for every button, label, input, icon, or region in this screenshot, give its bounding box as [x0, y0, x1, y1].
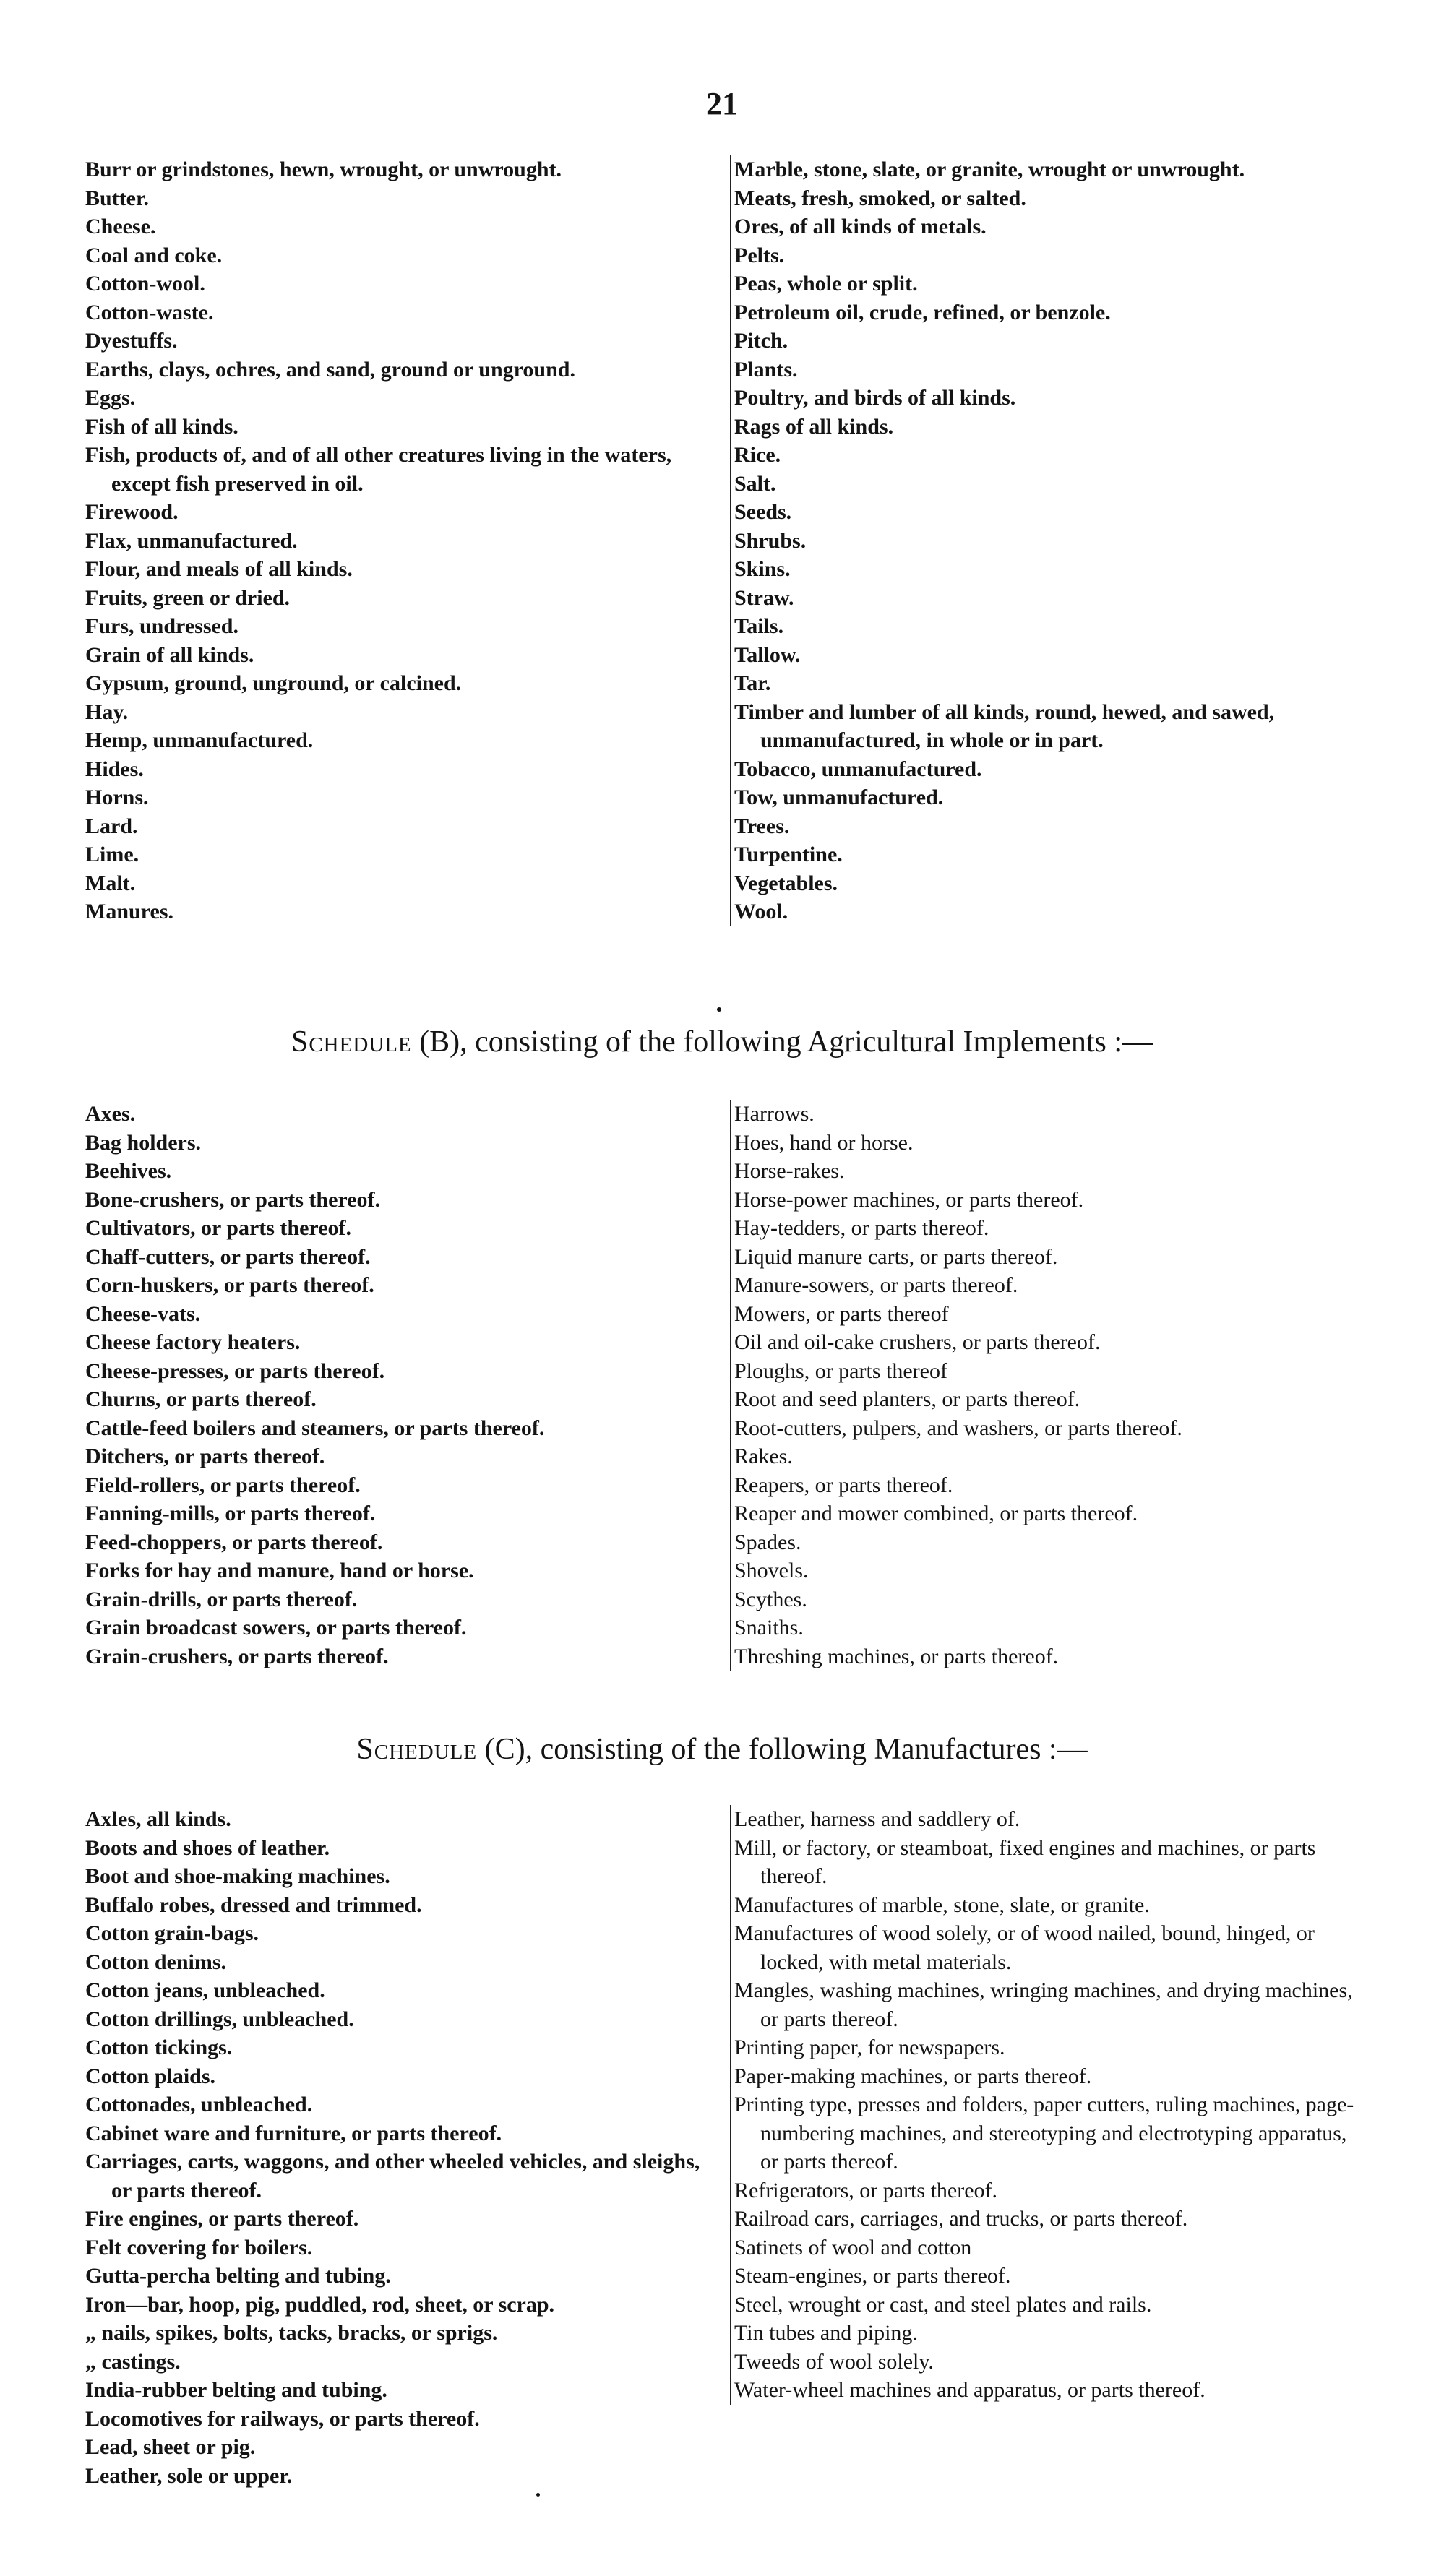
- list-item: Rice.: [734, 443, 781, 467]
- list-item: Root and seed planters, or parts thereof.: [734, 1387, 1080, 1411]
- list-item: Hides.: [85, 757, 144, 781]
- list-item: Straw.: [734, 585, 794, 610]
- schedule-a-right-column: [730, 155, 1363, 926]
- schedule-b-heading-text: (B), consisting of the following Agricultural Implements :—: [411, 1025, 1153, 1059]
- list-item: Lead, sheet or pig.: [85, 2435, 256, 2459]
- list-item: Leather, harness and saddlery of.: [734, 1807, 1020, 1831]
- list-item: Harrows.: [734, 1102, 815, 1126]
- list-item: Rags of all kinds.: [734, 414, 894, 439]
- list-item: Tweeds of wool solely.: [734, 2349, 934, 2374]
- list-item: Cultivators, or parts thereof.: [85, 1216, 351, 1240]
- list-item: Cottonades, unbleached.: [85, 2093, 313, 2116]
- list-item: Axes.: [85, 1102, 136, 1126]
- list-item: Mangles, washing machines, wringing machines, and drying machines, or parts thereof.: [734, 1978, 1353, 2031]
- list-item: Hay.: [85, 699, 129, 724]
- list-item: Grain-drills, or parts thereof.: [85, 1587, 358, 1611]
- schedule-c-right-column: [730, 1805, 1363, 2405]
- list-item: Fanning-mills, or parts thereof.: [85, 1502, 376, 1525]
- list-item: Steel, wrought or cast, and steel plates and rails.: [734, 2292, 1152, 2317]
- list-item: Ditchers, or parts thereof.: [85, 1444, 325, 1468]
- list-item: Locomotives for railways, or parts thereof.: [85, 2406, 480, 2431]
- list-item: Feed-choppers, or parts thereof.: [85, 1530, 383, 1554]
- list-item: Cotton tickings.: [85, 2036, 233, 2059]
- section-divider-dot: [717, 1007, 721, 1012]
- list-item: India-rubber belting and tubing.: [85, 2378, 387, 2402]
- list-item: Satinets of wool and cotton: [734, 2235, 972, 2260]
- list-item: Fish of all kinds.: [85, 414, 238, 439]
- list-item: Coal and coke.: [85, 243, 223, 267]
- list-item: Tails.: [734, 614, 784, 638]
- schedule-c-heading-text: (C), consisting of the following Manufactures :—: [477, 1733, 1088, 1766]
- list-item: Cotton-wool.: [85, 272, 205, 296]
- list-item: Buffalo robes, dressed and trimmed.: [85, 1892, 422, 1917]
- list-item: Cheese factory heaters.: [85, 1330, 301, 1354]
- list-item: Tallow.: [734, 642, 801, 667]
- list-item: Skins.: [734, 557, 791, 581]
- list-item: Forks for hay and manure, hand or horse.: [85, 1559, 474, 1582]
- list-item: Tow, unmanufactured.: [734, 785, 944, 809]
- list-item: „ nails, spikes, bolts, tacks, bracks, or sprigs.: [85, 2321, 498, 2345]
- schedule-a-left-column: [85, 155, 707, 926]
- list-item: Burr or grindstones, hewn, wrought, or unwrought.: [85, 158, 562, 181]
- list-item: Refrigerators, or parts thereof.: [734, 2178, 998, 2202]
- schedule-b-heading: [0, 1025, 1444, 1059]
- list-item: Liquid manure carts, or parts thereof.: [734, 1244, 1058, 1269]
- list-item: Pelts.: [734, 243, 785, 267]
- list-item: Field-rollers, or parts thereof.: [85, 1473, 361, 1497]
- list-item: Cotton denims.: [85, 1950, 227, 1974]
- list-item: Cotton grain-bags.: [85, 1921, 259, 1945]
- list-item: Railroad cars, carriages, and trucks, or parts thereof.: [734, 2207, 1188, 2231]
- list-item: Salt.: [734, 471, 776, 496]
- schedule-c-heading: [0, 1732, 1444, 1767]
- list-item: Poultry, and birds of all kinds.: [734, 386, 1016, 410]
- list-item: Cotton plaids.: [85, 2064, 216, 2088]
- list-item: Mowers, or parts thereof: [734, 1301, 949, 1326]
- list-item: Butter.: [85, 186, 150, 210]
- list-item: Bag holders.: [85, 1130, 202, 1155]
- page-number: 21: [706, 86, 738, 121]
- list-item: Horse-power machines, or parts thereof.: [734, 1187, 1084, 1212]
- list-item: Corn-huskers, or parts thereof.: [85, 1273, 374, 1297]
- list-item: Grain of all kinds.: [85, 642, 254, 667]
- list-item: Root-cutters, pulpers, and washers, or parts thereof.: [734, 1416, 1182, 1440]
- list-item: Boots and shoes of leather.: [85, 1835, 330, 1860]
- list-item: Steam-engines, or parts thereof.: [734, 2264, 1011, 2288]
- list-item: Pitch.: [734, 329, 788, 353]
- list-item: Peas, whole or split.: [734, 272, 918, 296]
- list-item: Cheese.: [85, 215, 156, 238]
- list-item: Turpentine.: [734, 843, 843, 866]
- list-item: Reaper and mower combined, or parts thereof.: [734, 1502, 1138, 1525]
- list-item: Trees.: [734, 814, 790, 838]
- list-item: Furs, undressed.: [85, 614, 238, 638]
- list-item: Wool.: [734, 900, 788, 923]
- list-item: Printing paper, for newspapers.: [734, 2036, 1005, 2059]
- list-item: Dyestuffs.: [85, 329, 178, 353]
- list-item: Cabinet ware and furniture, or parts thereof.: [85, 2121, 502, 2145]
- list-item: Cotton drillings, unbleached.: [85, 2007, 354, 2031]
- list-item: Printing type, presses and folders, paper cutters, ruling machines, page-numbering machines, and stereotyping and electrotyping apparatus, or parts thereof.: [734, 2093, 1354, 2174]
- list-item: Tobacco, unmanufactured.: [734, 757, 982, 781]
- list-item: Manufactures of wood solely, or of wood nailed, bound, hinged, or locked, with metal materials.: [734, 1921, 1315, 1974]
- list-item: Shovels.: [734, 1559, 809, 1582]
- list-item: Leather, sole or upper.: [85, 2463, 293, 2488]
- list-item: Horse-rakes.: [734, 1159, 845, 1183]
- list-item: Snaiths.: [734, 1616, 804, 1640]
- list-item: Beehives.: [85, 1159, 172, 1183]
- list-item: Tar.: [734, 671, 771, 695]
- list-item: Seeds.: [734, 500, 792, 524]
- list-item: Hoes, hand or horse.: [734, 1130, 914, 1155]
- list-item: Hemp, unmanufactured.: [85, 728, 314, 752]
- list-item: Axles, all kinds.: [85, 1807, 231, 1831]
- list-item: Scythes.: [734, 1587, 807, 1611]
- list-item: Lard.: [85, 814, 138, 838]
- list-item: Reapers, or parts thereof.: [734, 1473, 953, 1497]
- list-item: Eggs.: [85, 386, 136, 410]
- schedule-b-right-column: [730, 1100, 1363, 1671]
- list-item: „ castings.: [85, 2349, 181, 2374]
- list-item: Petroleum oil, crude, refined, or benzole.: [734, 300, 1111, 324]
- schedule-c-left-column: [85, 1805, 707, 2490]
- list-item: Cotton-waste.: [85, 300, 214, 324]
- list-item: Gutta-percha belting and tubing.: [85, 2264, 391, 2288]
- list-item: Malt.: [85, 871, 136, 895]
- list-item: Flour, and meals of all kinds.: [85, 557, 353, 581]
- list-item: Mill, or factory, or steamboat, fixed engines and machines, or parts thereof.: [734, 1835, 1316, 1888]
- list-item: Churns, or parts thereof.: [85, 1387, 317, 1411]
- list-item: Boot and shoe-making machines.: [85, 1864, 390, 1888]
- list-item: Iron—bar, hoop, pig, puddled, rod, sheet, or scrap.: [85, 2292, 555, 2317]
- list-item: Bone-crushers, or parts thereof.: [85, 1187, 380, 1212]
- list-item: Oil and oil-cake crushers, or parts thereof.: [734, 1330, 1101, 1354]
- list-item: Vegetables.: [734, 871, 838, 895]
- list-item: Lime.: [85, 843, 139, 866]
- list-item: Meats, fresh, smoked, or salted.: [734, 186, 1026, 210]
- list-item: Manure-sowers, or parts thereof.: [734, 1273, 1018, 1297]
- list-item: Cattle-feed boilers and steamers, or parts thereof.: [85, 1416, 545, 1440]
- list-item: Manufactures of marble, stone, slate, or granite.: [734, 1892, 1150, 1917]
- list-item: Rakes.: [734, 1444, 793, 1468]
- list-item: Paper-making machines, or parts thereof.: [734, 2064, 1092, 2088]
- list-item: Fruits, green or dried.: [85, 585, 291, 610]
- list-item: Manures.: [85, 900, 173, 923]
- list-item: Cotton jeans, unbleached.: [85, 1978, 325, 2002]
- list-item: Earths, clays, ochres, and sand, ground or unground.: [85, 357, 575, 382]
- list-item: Cheese-presses, or parts thereof.: [85, 1358, 385, 1383]
- footer-dot: [536, 2493, 540, 2497]
- list-item: Plants.: [734, 357, 798, 382]
- list-item: Cheese-vats.: [85, 1301, 201, 1326]
- list-item: Ploughs, or parts thereof: [734, 1358, 947, 1383]
- list-item: Flax, unmanufactured.: [85, 528, 298, 553]
- list-item: Tin tubes and piping.: [734, 2321, 918, 2345]
- list-item: Threshing machines, or parts thereof.: [734, 1644, 1059, 1668]
- list-item: Firewood.: [85, 500, 179, 524]
- list-item: Gypsum, ground, unground, or calcined.: [85, 671, 462, 695]
- list-item: Fish, products of, and of all other creatures living in the waters, except fish preserved in oil.: [85, 443, 672, 496]
- list-item: Ores, of all kinds of metals.: [734, 215, 987, 238]
- list-item: Chaff-cutters, or parts thereof.: [85, 1244, 371, 1269]
- list-item: Grain-crushers, or parts thereof.: [85, 1644, 389, 1668]
- list-item: Hay-tedders, or parts thereof.: [734, 1216, 989, 1240]
- list-item: Shrubs.: [734, 528, 807, 553]
- schedule-c-heading-label: Schedule: [356, 1733, 478, 1766]
- list-item: Water-wheel machines and apparatus, or parts thereof.: [734, 2378, 1206, 2402]
- list-item: Grain broadcast sowers, or parts thereof.: [85, 1616, 467, 1640]
- schedule-b-heading-label: Schedule: [291, 1025, 412, 1059]
- list-item: Horns.: [85, 785, 149, 809]
- list-item: Fire engines, or parts thereof.: [85, 2207, 359, 2231]
- list-item: Felt covering for boilers.: [85, 2235, 313, 2260]
- list-item: Timber and lumber of all kinds, round, hewed, and sawed, unmanufactured, in whole or in part.: [734, 699, 1275, 752]
- list-item: Marble, stone, slate, or granite, wrought or unwrought.: [734, 158, 1245, 181]
- schedule-b-left-column: [85, 1100, 707, 1671]
- list-item: Spades.: [734, 1530, 801, 1554]
- list-item: Carriages, carts, waggons, and other wheeled vehicles, and sleighs, or parts thereof.: [85, 2150, 700, 2202]
